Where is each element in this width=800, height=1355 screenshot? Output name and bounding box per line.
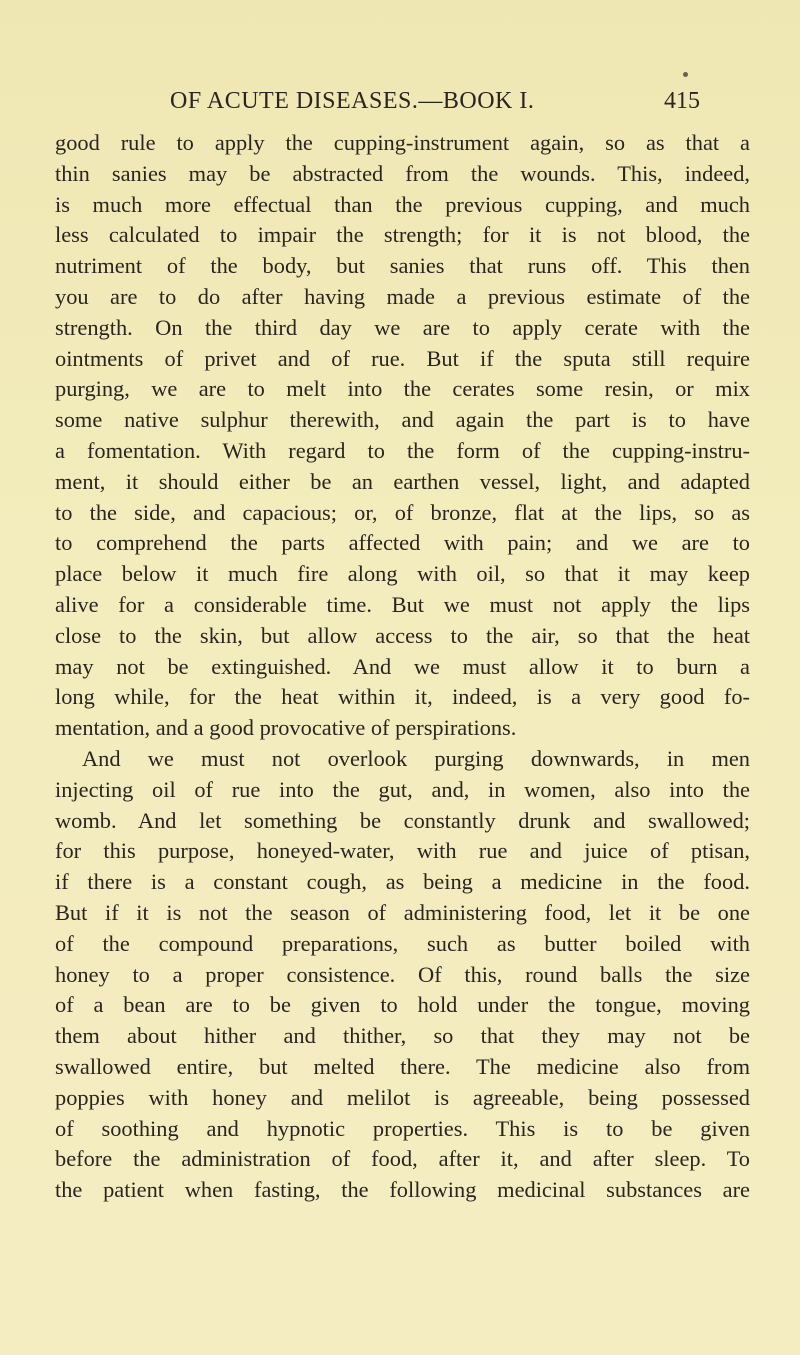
text-line: to comprehend the parts affected with pain; and we are to [55, 530, 750, 556]
text-line: strength. On the third day we are to apply cerate with the [55, 314, 750, 340]
text-line: ment, it should either be an earthen vessel, light, and adapted [55, 468, 750, 494]
text-line: purging, we are to melt into the cerates some resin, or mix [55, 376, 750, 402]
text-line: for this purpose, honeyed-water, with rue and juice of ptisan, [55, 838, 750, 864]
text-line: honey to a proper consistence. Of this, round balls the size [55, 961, 750, 987]
text-line: you are to do after having made a previous estimate of the [55, 283, 750, 309]
text-line: a fomentation. With regard to the form of the cupping-instru- [55, 437, 750, 463]
text-line: close to the skin, but allow access to the air, so that the heat [55, 622, 750, 648]
text-line: them about hither and thither, so that they may not be [55, 1023, 750, 1049]
text-line: of the compound preparations, such as butter boiled with [55, 930, 750, 956]
text-line: womb. And let something be constantly drunk and swallowed; [55, 807, 750, 833]
text-line: of a bean are to be given to hold under the tongue, moving [55, 992, 750, 1018]
running-title: OF ACUTE DISEASES.—BOOK I. [170, 88, 535, 114]
text-line: ointments of privet and of rue. But if the sputa still require [55, 345, 750, 371]
text-line: some native sulphur therewith, and again the part is to have [55, 407, 750, 433]
text-line: And we must not overlook purging downwards, in men [82, 745, 750, 771]
text-line: place below it much fire along with oil, so that it may keep [55, 561, 750, 587]
text-line: swallowed entire, but melted there. The medicine also from [55, 1053, 750, 1079]
page-number: 415 [664, 88, 700, 114]
text-line: nutriment of the body, but sanies that runs off. This then [55, 253, 750, 279]
text-line: less calculated to impair the strength; for it is not blood, the [55, 222, 750, 248]
text-line: mentation, and a good provocative of perspirations. [55, 715, 517, 741]
text-line: injecting oil of rue into the gut, and, in women, also into the [55, 776, 750, 802]
body-text [55, 128, 750, 1206]
text-line: to the side, and capacious; or, of bronze, flat at the lips, so as [55, 499, 750, 525]
text-line: But if it is not the season of administering food, let it be one [55, 899, 750, 925]
text-line: good rule to apply the cupping-instrument again, so as that a [55, 130, 750, 155]
text-line: alive for a considerable time. But we must not apply the lips [55, 591, 750, 617]
text-line: the patient when fasting, the following medicinal substances are [55, 1177, 750, 1203]
text-line: poppies with honey and melilot is agreeable, being possessed [55, 1084, 750, 1110]
printer-mark [683, 72, 688, 77]
text-line: if there is a constant cough, as being a medicine in the food. [55, 869, 750, 895]
running-head [170, 88, 700, 128]
text-line: long while, for the heat within it, indeed, is a very good fo- [55, 684, 750, 710]
text-line: is much more effectual than the previous cupping, and much [55, 191, 750, 217]
text-line: of soothing and hypnotic properties. This is to be given [55, 1115, 750, 1141]
text-line: before the administration of food, after it, and after sleep. To [55, 1146, 750, 1172]
text-line: may not be extinguished. And we must allow it to burn a [55, 653, 750, 679]
text-line: thin sanies may be abstracted from the wounds. This, indeed, [55, 160, 750, 186]
